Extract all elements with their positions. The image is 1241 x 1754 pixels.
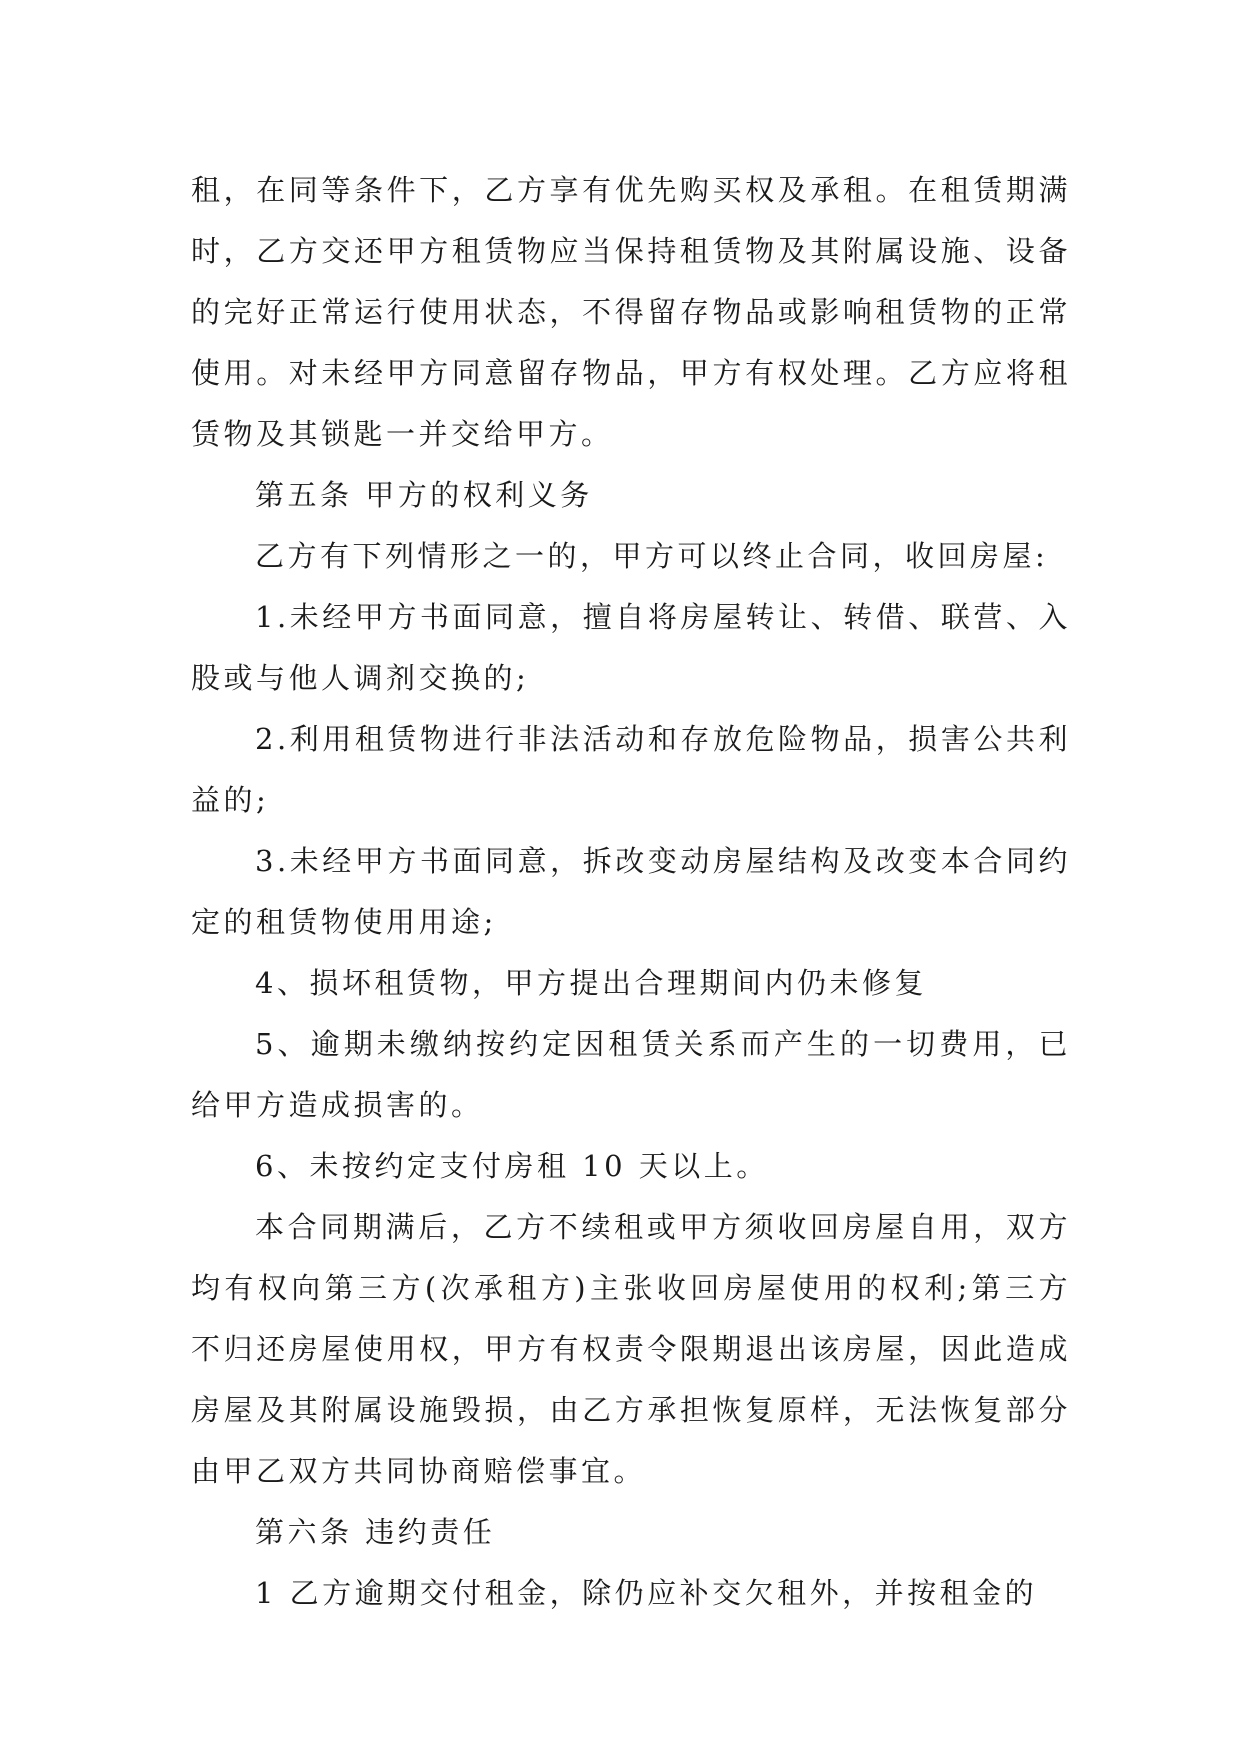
- document-body: [191, 160, 1071, 1624]
- heading-article-5: 第五条 甲方的权利义务: [255, 478, 593, 512]
- list-item-6: 6、未按约定支付房租 10 天以上。: [255, 1149, 769, 1183]
- heading-article-6: 第六条 违约责任: [255, 1515, 496, 1549]
- list-item-4: 4、损坏租赁物，甲方提出合理期间内仍未修复: [255, 966, 927, 1000]
- list-item-2: 2.利用租赁物进行非法活动和存放危险物品，损害公共利益的;: [191, 722, 1071, 817]
- list-item-1: 1.未经甲方书面同意，擅自将房屋转让、转借、联营、入股或与他人调剂交换的;: [191, 600, 1071, 695]
- list-item-5: 5、逾期未缴纳按约定因租赁关系而产生的一切费用，已给甲方造成损害的。: [191, 1027, 1071, 1122]
- paragraph-termination-intro: 乙方有下列情形之一的，甲方可以终止合同，收回房屋:: [255, 539, 1049, 573]
- list-item-3: 3.未经甲方书面同意，拆改变动房屋结构及改变本合同约定的租赁物使用用途;: [191, 844, 1071, 939]
- paragraph-return-of-premises: 租，在同等条件下，乙方享有优先购买权及承租。在租赁期满时，乙方交还甲方租赁物应当保持租赁物及其附属设施、设备的完好正常运行使用状态，不得留存物品或影响租赁物的正常使用。对未经甲方同意留存物品，甲方有权处理。乙方应将租赁物及其锁匙一并交给甲方。: [191, 173, 1071, 451]
- paragraph-contract-expiry: 本合同期满后，乙方不续租或甲方须收回房屋自用，双方均有权向第三方(次承租方)主张收回房屋使用的权利;第三方不归还房屋使用权，甲方有权责令限期退出该房屋，因此造成房屋及其附属设施毁损，由乙方承担恢复原样，无法恢复部分由甲乙双方共同协商赔偿事宜。: [191, 1210, 1071, 1488]
- paragraph-late-rent: 1 乙方逾期交付租金，除仍应补交欠租外，并按租金的: [255, 1576, 1038, 1610]
